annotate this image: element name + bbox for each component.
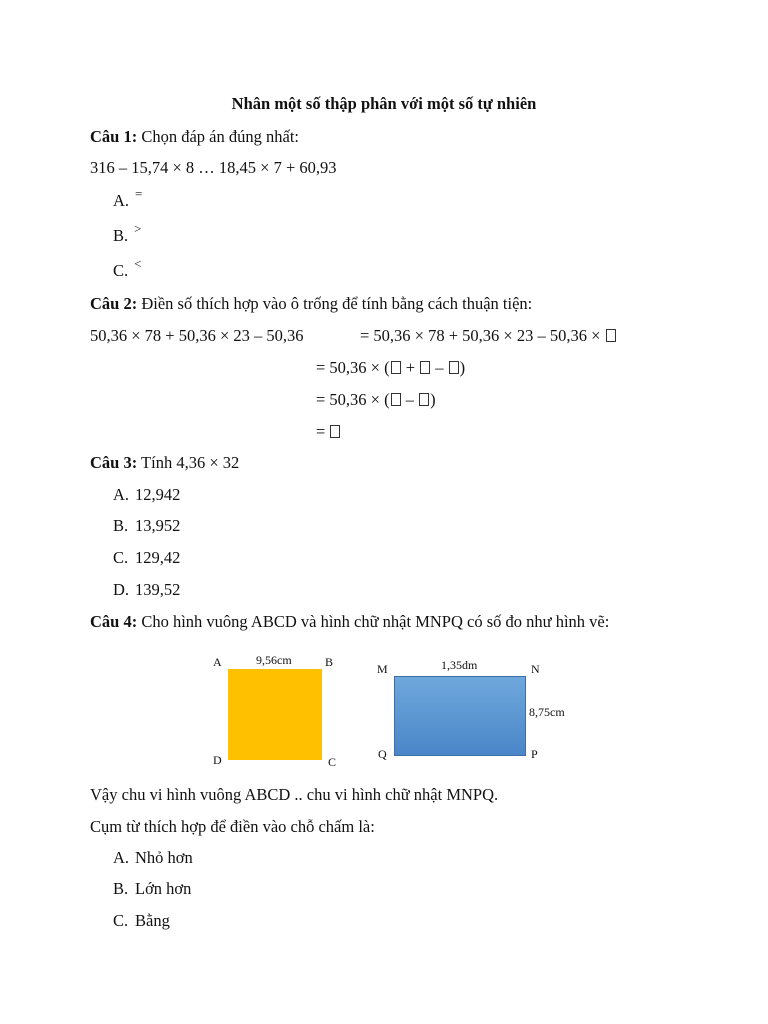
q1-expression: 316 – 15,74 × 8 … 18,45 × 7 + 60,93 bbox=[90, 158, 337, 177]
q4-heading bbox=[90, 612, 609, 632]
q4-label: Câu 4: bbox=[90, 612, 138, 631]
q3-option-d[interactable] bbox=[113, 580, 180, 600]
option-value: 13,952 bbox=[135, 516, 181, 535]
vertex-a-label: A bbox=[213, 655, 222, 669]
option-value: = bbox=[135, 186, 143, 201]
option-value: > bbox=[134, 221, 142, 236]
q1-option-c[interactable] bbox=[113, 256, 142, 281]
q3-option-c[interactable] bbox=[113, 548, 180, 568]
square-abcd bbox=[228, 669, 322, 760]
blank-box[interactable] bbox=[391, 393, 401, 406]
q2-left-expression: 50,36 × 78 + 50,36 × 23 – 50,36 bbox=[90, 326, 304, 345]
option-value: Bằng bbox=[135, 911, 170, 930]
q1-heading bbox=[90, 127, 299, 147]
q2-line-3-close: ) bbox=[430, 390, 436, 409]
blank-box[interactable] bbox=[420, 361, 430, 374]
q2-line-2-minus: – bbox=[431, 358, 448, 377]
q4-text: Cho hình vuông ABCD và hình chữ nhật MNPQ có số đo như hình vẽ: bbox=[137, 612, 610, 631]
vertex-c-label: C bbox=[328, 755, 337, 769]
page-title: Nhân một số thập phân với một số tự nhiên bbox=[231, 94, 537, 113]
vertex-q-label: Q bbox=[378, 747, 387, 761]
q3-label: Câu 3: bbox=[90, 453, 138, 472]
q1-label: Câu 1: bbox=[90, 127, 138, 146]
q2-line-2-plus: + bbox=[401, 358, 420, 377]
blank-box[interactable] bbox=[606, 329, 616, 342]
q2-line-1 bbox=[360, 326, 617, 346]
option-label: B. bbox=[113, 879, 129, 898]
q4-statement: Vậy chu vi hình vuông ABCD .. chu vi hình chữ nhật MNPQ. bbox=[90, 785, 499, 804]
q2-line-2-text: = 50,36 × ( bbox=[316, 358, 390, 377]
option-label: D. bbox=[113, 580, 130, 599]
rect-length-label: 1,35dm bbox=[441, 658, 478, 672]
blank-box[interactable] bbox=[391, 361, 401, 374]
q1-text: Chọn đáp án đúng nhất: bbox=[137, 127, 299, 146]
q4-prompt: Cụm từ thích hợp để điền vào chỗ chấm là: bbox=[90, 817, 375, 836]
q2-line-3 bbox=[316, 390, 436, 410]
option-label: A. bbox=[113, 848, 130, 867]
q2-line-1-text: = 50,36 × 78 + 50,36 × 23 – 50,36 × bbox=[360, 326, 601, 345]
q3-option-b[interactable] bbox=[113, 516, 180, 536]
q3-heading bbox=[90, 453, 239, 473]
q2-line-3-minus: – bbox=[401, 390, 419, 409]
q2-text: Điền số thích hợp vào ô trống để tính bằng cách thuận tiện: bbox=[137, 294, 533, 313]
option-value: Nhỏ hơn bbox=[135, 848, 193, 867]
q4-option-a[interactable] bbox=[113, 848, 193, 868]
q1-option-b[interactable] bbox=[113, 221, 142, 246]
q3-text: Tính 4,36 × 32 bbox=[137, 453, 240, 472]
vertex-n-label: N bbox=[531, 662, 540, 676]
q2-line-2-close: ) bbox=[459, 358, 466, 377]
vertex-m-label: M bbox=[377, 662, 388, 676]
q2-line-2 bbox=[316, 358, 465, 378]
q2-line-4 bbox=[316, 422, 341, 442]
option-label: B. bbox=[113, 226, 129, 245]
rect-width-label: 8,75cm bbox=[529, 705, 565, 719]
option-label: C. bbox=[113, 548, 129, 567]
blank-box[interactable] bbox=[449, 361, 459, 374]
option-label: C. bbox=[113, 261, 129, 280]
vertex-d-label: D bbox=[213, 753, 222, 767]
q4-option-b[interactable] bbox=[113, 879, 191, 899]
option-value: < bbox=[134, 256, 142, 271]
q2-label: Câu 2: bbox=[90, 294, 138, 313]
option-value: 129,42 bbox=[135, 548, 181, 567]
option-label: C. bbox=[113, 911, 129, 930]
q2-line-4-text: = bbox=[316, 422, 326, 441]
option-value: 12,942 bbox=[135, 485, 181, 504]
vertex-p-label: P bbox=[531, 747, 538, 761]
rectangle-mnpq bbox=[394, 676, 526, 756]
option-label: A. bbox=[113, 191, 130, 210]
blank-box[interactable] bbox=[419, 393, 429, 406]
square-side-label: 9,56cm bbox=[256, 653, 292, 667]
q1-option-a[interactable] bbox=[113, 186, 143, 211]
q4-option-c[interactable] bbox=[113, 911, 170, 931]
option-value: 139,52 bbox=[135, 580, 181, 599]
option-label: B. bbox=[113, 516, 129, 535]
q2-heading bbox=[90, 294, 532, 314]
option-label: A. bbox=[113, 485, 130, 504]
blank-box[interactable] bbox=[330, 425, 340, 438]
option-value: Lớn hơn bbox=[135, 879, 192, 898]
q2-line-3-text: = 50,36 × ( bbox=[316, 390, 390, 409]
vertex-b-label: B bbox=[325, 655, 334, 669]
q3-option-a[interactable] bbox=[113, 485, 180, 505]
